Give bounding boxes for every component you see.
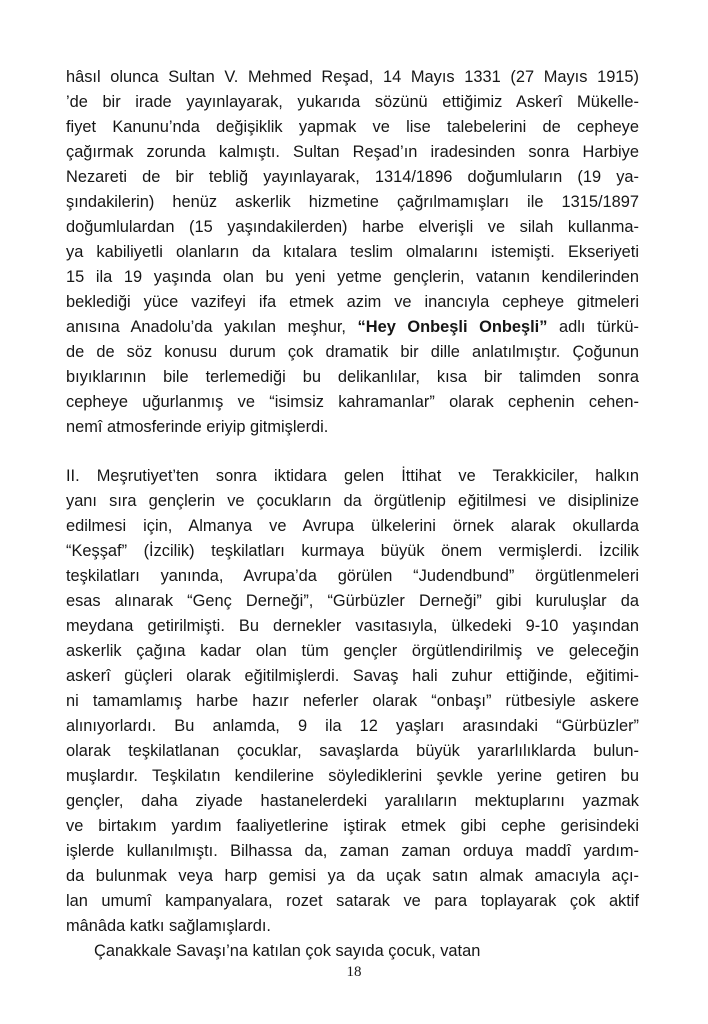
text-line: doğumlulardan (15 yaşındakilerden) harbe elverişli ve silah kullanma- xyxy=(66,218,639,236)
text-line: de de söz konusu durum çok dramatik bir dille anlatılmıştır. Çoğunun xyxy=(66,343,639,361)
text-line: hâsıl olunca Sultan V. Mehmed Reşad, 14 Mayıs 1331 (27 Mayıs 1915) xyxy=(66,68,639,86)
text-line-with-emphasis xyxy=(66,316,639,340)
text-line: teşkilatları yanında, Avrupa’da görülen “Judendbund” örgütlenmeleri xyxy=(66,567,639,585)
text-line: askerlik çağına kadar olan tüm gençler örgütlendirilmiş ve geleceğin xyxy=(66,642,639,660)
text-line: şındakilerin) henüz askerlik hizmetine çağrılmamışları ile 1315/1897 xyxy=(66,193,639,211)
text-run: anısına Anadolu’da yakılan meşhur, xyxy=(66,318,346,336)
text-line: fiyet Kanunu’nda değişiklik yapmak ve lise talebelerini de cepheye xyxy=(66,118,639,136)
song-title-emphasis: “Hey Onbeşli Onbeşli” xyxy=(357,318,548,336)
text-line: ni tamamlamış harbe hazır neferler olarak “onbaşı” rütbesiyle askere xyxy=(66,692,639,710)
text-line: nemî atmosferinde eriyip gitmişlerdi. xyxy=(66,418,329,436)
page-number: 18 xyxy=(346,964,362,980)
text-line: yanı sıra gençlerin ve çocukların da örgütlenip eğitilmesi ve disiplinize xyxy=(66,492,639,510)
text-line: askerî güçleri olarak eğitilmişlerdi. Savaş hali zuhur ettiğinde, eğitimi- xyxy=(66,667,639,685)
text-line: cepheye uğurlanmış ve “isimsiz kahramanlar” olarak cephenin cehen- xyxy=(66,393,639,411)
text-line: gençler, daha ziyade hastanelerdeki yaralıların mektuplarını yazmak xyxy=(66,792,639,810)
text-line: da bulunmak veya harp gemisi ya da uçak satın almak amacıyla açı- xyxy=(66,867,639,885)
text-line: ’de bir irade yayınlayarak, yukarıda sözünü ettiğimiz Askerî Mükelle- xyxy=(66,93,639,111)
text-line: olarak teşkilatlanan çocuklar, savaşlarda büyük yararlılıklarda bulun- xyxy=(66,742,639,760)
text-line: edilmesi için, Almanya ve Avrupa ülkelerini örnek alarak okullarda xyxy=(66,517,639,535)
text-line: II. Meşrutiyet’ten sonra iktidara gelen İttihat ve Terakkiciler, halkın xyxy=(66,467,639,485)
text-line: “Keşşaf” (İzcilik) teşkilatları kurmaya büyük önem vermişlerdi. İzcilik xyxy=(66,542,639,560)
text-line: 15 ila 19 yaşında olan bu yeni yetme gençlerin, vatanın kendilerinden xyxy=(66,268,639,286)
text-line: muşlardır. Teşkilatın kendilerine söylediklerini şevkle yerine getiren bu xyxy=(66,767,639,785)
text-line: çağırmak zorunda kalmıştı. Sultan Reşad’ın iradesinden sonra Harbiye xyxy=(66,143,639,161)
text-line: lan umumî kampanyalara, rozet satarak ve para toplayarak çok aktif xyxy=(66,892,639,910)
text-line: esas alınarak “Genç Derneği”, “Gürbüzler Derneği” gibi kuruluşlar da xyxy=(66,592,639,610)
text-line: mânâda katkı sağlamışlardı. xyxy=(66,917,271,935)
text-line: Nezareti de bir tebliğ yayınlayarak, 1314/1896 doğumluların (19 ya- xyxy=(66,168,639,186)
text-line: Çanakkale Savaşı’na katılan çok sayıda çocuk, vatan xyxy=(94,942,481,960)
text-run: adlı türkü- xyxy=(559,318,639,336)
text-line: ya kabiliyetli olanların da kıtalara teslim olmalarını istemişti. Ekseriyeti xyxy=(66,243,639,261)
text-line: alınıyorlardı. Bu anlamda, 9 ila 12 yaşları arasındaki “Gürbüzler” xyxy=(66,717,639,735)
text-line: beklediği yüce vazifeyi ifa etmek azim ve inancıyla cepheye gitmeleri xyxy=(66,293,639,311)
text-line: işlerde kullanılmıştı. Bilhassa da, zaman zaman orduya maddî yardım- xyxy=(66,842,639,860)
text-line: bıyıklarının bile terlemediği bu delikanlılar, kısa bir talimden sonra xyxy=(66,368,639,386)
text-line: ve birtakım yardım faaliyetlerine iştirak etmek gibi cephe gerisindeki xyxy=(66,817,639,835)
text-line: meydana getirilmişti. Bu dernekler vasıtasıyla, ülkedeki 9-10 yaşından xyxy=(66,617,639,635)
